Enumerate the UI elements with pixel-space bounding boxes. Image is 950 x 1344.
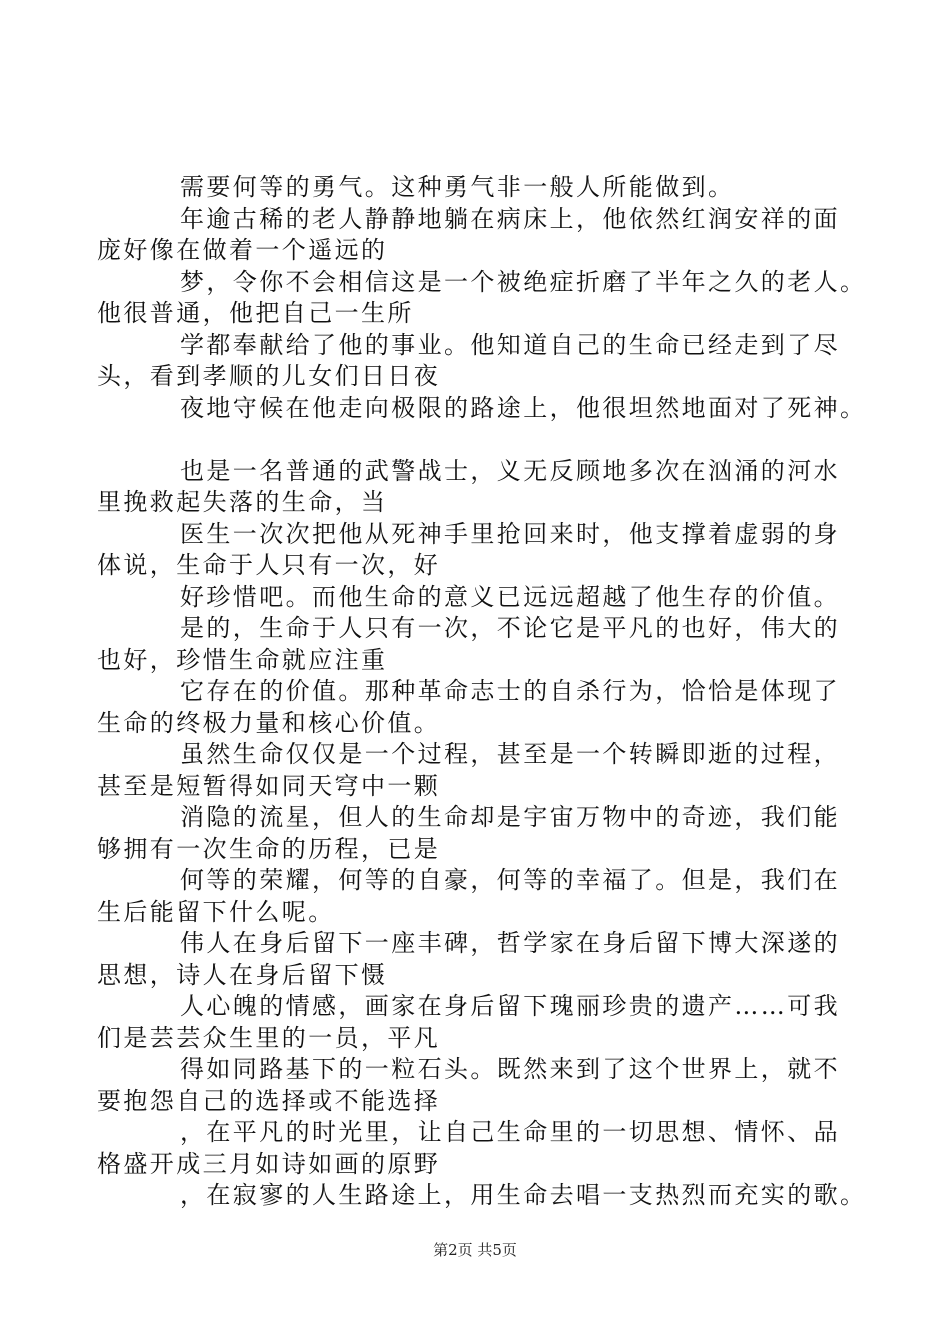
text-line: 年逾古稀的老人静静地躺在病床上，他依然红润安祥的面 <box>180 205 840 233</box>
text-line: 够拥有一次生命的历程，已是 <box>97 835 441 863</box>
text-line: 庞好像在做着一个遥远的 <box>97 236 388 264</box>
text-line: 要抱怨自己的选择或不能选择 <box>97 1087 441 1115</box>
text-line: 思想，诗人在身后留下慑 <box>97 961 388 989</box>
text-line: 消隐的流星，但人的生命却是宇宙万物中的奇迹，我们能 <box>180 803 840 831</box>
text-line: 得如同路基下的一粒石头。既然来到了这个世界上，就不 <box>180 1055 840 1083</box>
text-line: 格盛开成三月如诗如画的原野 <box>97 1150 441 1178</box>
text-line: 伟人在身后留下一座丰碑，哲学家在身后留下博大深遂的 <box>180 929 840 957</box>
text-line: 生命的终极力量和核心价值。 <box>97 709 441 737</box>
text-line: 体说，生命于人只有一次，好 <box>97 551 441 579</box>
text-line: 何等的荣耀，何等的自豪，何等的幸福了。但是，我们在 <box>180 866 840 894</box>
text-line: 它存在的价值。那种革命志士的自杀行为，恰恰是体现了 <box>180 677 840 705</box>
text-line: 他很普通，他把自己一生所 <box>97 299 414 327</box>
text-line: ，在平凡的时光里，让自己生命里的一切思想、情怀、品 <box>180 1118 840 1146</box>
text-line: 人心魄的情感，画家在身后留下瑰丽珍贵的遗产……可我 <box>180 992 840 1020</box>
text-line: 好珍惜吧。而他生命的意义已远远超越了他生存的价值。 <box>180 583 840 611</box>
text-line: 夜地守候在他走向极限的路途上，他很坦然地面对了死神。 <box>180 394 867 422</box>
text-line: 梦，令你不会相信这是一个被绝症折磨了半年之久的老人。 <box>180 268 867 296</box>
text-line: 们是芸芸众生里的一员，平凡 <box>97 1024 441 1052</box>
text-line: 需要何等的勇气。这种勇气非一般人所能做到。 <box>180 173 735 201</box>
text-line: 生后能留下什么呢。 <box>97 898 335 926</box>
text-line: 头，看到孝顺的儿女们日日夜 <box>97 362 441 390</box>
text-line: 学都奉献给了他的事业。他知道自己的生命已经走到了尽 <box>180 331 840 359</box>
text-line: 里挽救起失落的生命，当 <box>97 488 388 516</box>
text-line: 是的，生命于人只有一次，不论它是平凡的也好，伟大的 <box>180 614 840 642</box>
text-line: 虽然生命仅仅是一个过程，甚至是一个转瞬即逝的过程， <box>180 740 840 768</box>
text-line: 甚至是短暂得如同天穹中一颗 <box>97 772 441 800</box>
page-number-footer: 第2页 共5页 <box>433 1241 517 1259</box>
text-line: 也是一名普通的武警战士，义无反顾地多次在汹涌的河水 <box>180 457 840 485</box>
text-line: 医生一次次把他从死神手里抢回来时，他支撑着虚弱的身 <box>180 520 840 548</box>
text-line: 也好，珍惜生命就应注重 <box>97 646 388 674</box>
text-line: ，在寂寥的人生路途上，用生命去唱一支热烈而充实的歌。 <box>180 1181 867 1209</box>
